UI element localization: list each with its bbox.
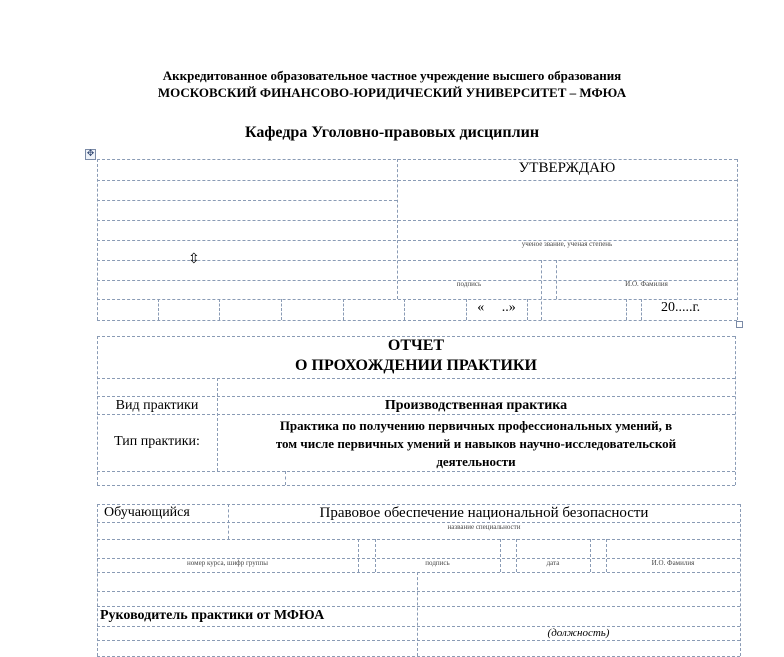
approval-date-year: 20.....г. xyxy=(661,300,701,315)
table-grid-line xyxy=(97,591,740,592)
approval-date-day: « ..» xyxy=(477,300,516,315)
practice-kind-value: Производственная практика xyxy=(384,398,568,413)
student-label: Обучающийся xyxy=(104,505,190,520)
course-group-caption: номер курса, шифр группы xyxy=(187,559,268,567)
table-grid-line xyxy=(97,640,740,641)
table-grid-line xyxy=(404,299,405,320)
table-grid-line xyxy=(97,320,737,321)
table-grid-line xyxy=(343,299,344,320)
table-grid-line xyxy=(375,539,376,572)
table-grid-line xyxy=(97,414,735,415)
table-grid-line xyxy=(97,378,735,379)
practice-type-value-line3: деятельности xyxy=(436,454,516,469)
table-resize-handle[interactable] xyxy=(736,321,743,328)
table-grid-line xyxy=(737,159,738,320)
table-grid-line xyxy=(97,396,735,397)
student-name-caption: И.О. Фамилия xyxy=(651,559,695,567)
table-grid-line xyxy=(97,485,735,486)
table-grid-line xyxy=(97,159,98,320)
table-grid-line xyxy=(735,336,736,485)
table-grid-line xyxy=(516,539,517,572)
table-grid-line xyxy=(97,572,740,573)
table-grid-line xyxy=(97,220,737,221)
practice-type-label: Тип практики: xyxy=(114,434,200,449)
table-grid-line xyxy=(417,572,418,656)
row-resize-cursor-icon: ⇳ xyxy=(188,251,200,267)
table-grid-line xyxy=(590,539,591,572)
table-grid-line xyxy=(97,606,740,607)
practice-type-value-line2: том числе первичных умений и навыков научно-исследовательской xyxy=(275,436,677,451)
table-grid-line xyxy=(158,299,159,320)
table-grid-line xyxy=(97,504,98,656)
table-grid-line xyxy=(285,471,286,485)
department-title: Кафедра Уголовно-правовых дисциплин xyxy=(244,124,540,141)
student-date-caption: дата xyxy=(546,559,560,567)
table-grid-line xyxy=(527,299,528,320)
specialty-caption: название специальности xyxy=(447,523,521,531)
table-move-handle-icon[interactable]: ✥ xyxy=(86,149,95,159)
table-grid-line xyxy=(740,504,741,656)
approval-name-caption: И.О. Фамилия xyxy=(625,280,668,288)
practice-kind-label: Вид практики xyxy=(115,398,199,413)
specialty-value: Правовое обеспечение национальной безопасности xyxy=(319,505,649,521)
approval-signature-caption: подпись xyxy=(456,280,482,288)
supervisor-label: Руководитель практики от МФЮА xyxy=(100,608,325,623)
student-signature-caption: подпись xyxy=(425,559,450,567)
table-grid-line xyxy=(606,539,607,572)
approve-heading: УТВЕРЖДАЮ xyxy=(518,160,616,176)
table-grid-line xyxy=(219,299,220,320)
table-grid-line xyxy=(97,180,737,181)
table-grid-line xyxy=(97,471,735,472)
table-grid-line xyxy=(397,159,398,299)
report-title: ОТЧЕТ xyxy=(387,337,445,354)
table-grid-line xyxy=(641,299,642,320)
table-grid-line xyxy=(97,200,397,201)
table-grid-line xyxy=(358,539,359,572)
university-name-line: МОСКОВСКИЙ ФИНАНСОВО-ЮРИДИЧЕСКИЙ УНИВЕРСИТЕТ – МФЮА xyxy=(157,85,627,100)
practice-type-value-line1: Практика по получению первичных профессиональных умений, в xyxy=(279,418,673,433)
university-type-line: Аккредитованное образовательное частное учреждение высшего образования xyxy=(162,68,622,83)
table-grid-line xyxy=(97,539,740,540)
report-subtitle: О ПРОХОЖДЕНИИ ПРАКТИКИ xyxy=(295,357,537,374)
table-grid-line xyxy=(500,539,501,572)
table-grid-line xyxy=(626,299,627,320)
position-caption: (должность) xyxy=(547,627,610,639)
title-degree-caption: ученое звание, ученая степень xyxy=(521,240,613,248)
table-grid-line xyxy=(541,260,542,320)
table-grid-line xyxy=(281,299,282,320)
